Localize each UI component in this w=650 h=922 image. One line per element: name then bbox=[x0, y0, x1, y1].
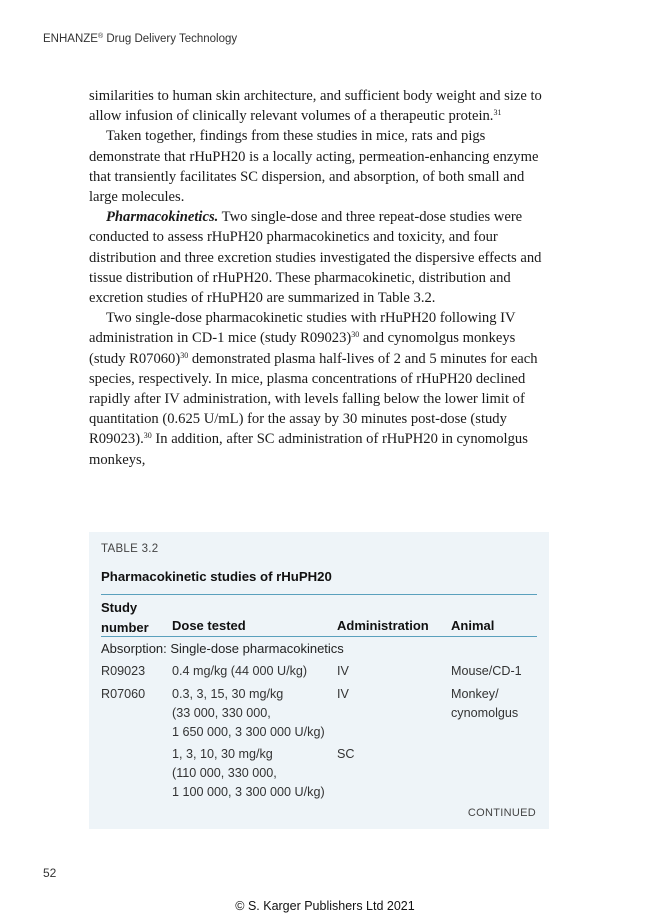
table-3-2 bbox=[89, 532, 549, 829]
table-cell-administration: IV bbox=[337, 687, 349, 701]
reference-superscript: 30 bbox=[143, 431, 152, 441]
column-header-animal: Animal bbox=[451, 618, 495, 633]
reference-superscript: 30 bbox=[180, 350, 189, 360]
table-cell-dose: 1, 3, 10, 30 mg/kg (110 000, 330 000, 1 100 000, 3 300 000 U/kg) bbox=[172, 747, 325, 799]
table-rule-header bbox=[101, 636, 537, 637]
table-cell-study: R07060 bbox=[101, 687, 146, 701]
paragraph-2 bbox=[89, 126, 551, 207]
reference-superscript: 31 bbox=[493, 108, 502, 118]
table-cell-administration: SC bbox=[337, 747, 355, 761]
table-title: Pharmacokinetic studies of rHuPH20 bbox=[101, 569, 332, 584]
paragraph-text: Two single-dose pharmacokinetic studies with rHuPH20 following IV administration in CD-1 mice (study R09023) bbox=[89, 310, 516, 347]
paragraph-1 bbox=[89, 86, 551, 126]
paragraph-text: similarities to human skin architecture, and sufficient body weight and size to allow infusion of clinically relevant volumes of a therapeutic protein. bbox=[89, 88, 542, 125]
table-cell-dose: 0.3, 3, 15, 30 mg/kg (33 000, 330 000, 1 650 000, 3 300 000 U/kg) bbox=[172, 687, 325, 739]
table-continued-label: CONTINUED bbox=[467, 807, 536, 819]
column-header-study: Study number bbox=[101, 600, 149, 635]
table-cell-study: R09023 bbox=[101, 664, 146, 678]
registered-mark: ® bbox=[97, 33, 104, 40]
table-rule-top bbox=[101, 594, 537, 595]
paragraph-text: and cynomolgus monkeys (study R07060) bbox=[89, 330, 516, 367]
paragraph-text: demonstrated plasma half-lives of 2 and 5 minutes for each species, respectively. In mice, plasma concentrations of rHuPH20 declined rapidly after IV administration, with levels falling below the lower limit of quantitation (0.625 U/mL) for the assay by 30 minutes post-dose (study R09023). bbox=[89, 350, 538, 448]
body-text bbox=[89, 86, 551, 470]
column-header-administration: Administration bbox=[337, 618, 429, 633]
paragraph-text: Two single-dose and three repeat-dose studies were conducted to assess rHuPH20 pharmacokinetics and toxicity, and four distribution and three excretion studies investigated the dispersive effects and tissue distribution of rHuPH20. These pharmacokinetic, distribution and excretion studies of rHuPH20 are summarized in Table 3.2. bbox=[89, 209, 542, 307]
page-number: 52 bbox=[43, 866, 57, 880]
run-in-heading: Pharmacokinetics. bbox=[106, 209, 219, 226]
table-label: TABLE 3.2 bbox=[101, 543, 159, 555]
paragraph-text: In addition, after SC administration of rHuPH20 in cynomolgus monkeys, bbox=[89, 431, 528, 468]
table-cell-animal: Mouse/CD-1 bbox=[451, 664, 522, 678]
table-cell-dose: 0.4 mg/kg (44 000 U/kg) bbox=[172, 664, 308, 678]
running-head-brand: ENHANZE bbox=[43, 33, 98, 45]
copyright-footer: © S. Karger Publishers Ltd 2021 bbox=[235, 899, 415, 913]
table-cell-animal: Monkey/ cynomolgus bbox=[451, 687, 519, 720]
reference-superscript: 30 bbox=[351, 330, 360, 340]
running-head-rest: Drug Delivery Technology bbox=[103, 33, 238, 45]
paragraph-4 bbox=[89, 308, 551, 470]
table-cell-administration: IV bbox=[337, 664, 349, 678]
paragraph-3 bbox=[89, 207, 551, 308]
running-head bbox=[43, 33, 237, 45]
table-section-heading: Absorption: Single-dose pharmacokinetics bbox=[101, 641, 344, 656]
paragraph-text: Taken together, findings from these studies in mice, rats and pigs demonstrate that rHuPH20 is a locally acting, permeation-enhancing enzyme that transiently facilitates SC dispersion, and absorption, of both small and large molecules. bbox=[89, 128, 539, 206]
column-header-dose: Dose tested bbox=[172, 618, 246, 633]
